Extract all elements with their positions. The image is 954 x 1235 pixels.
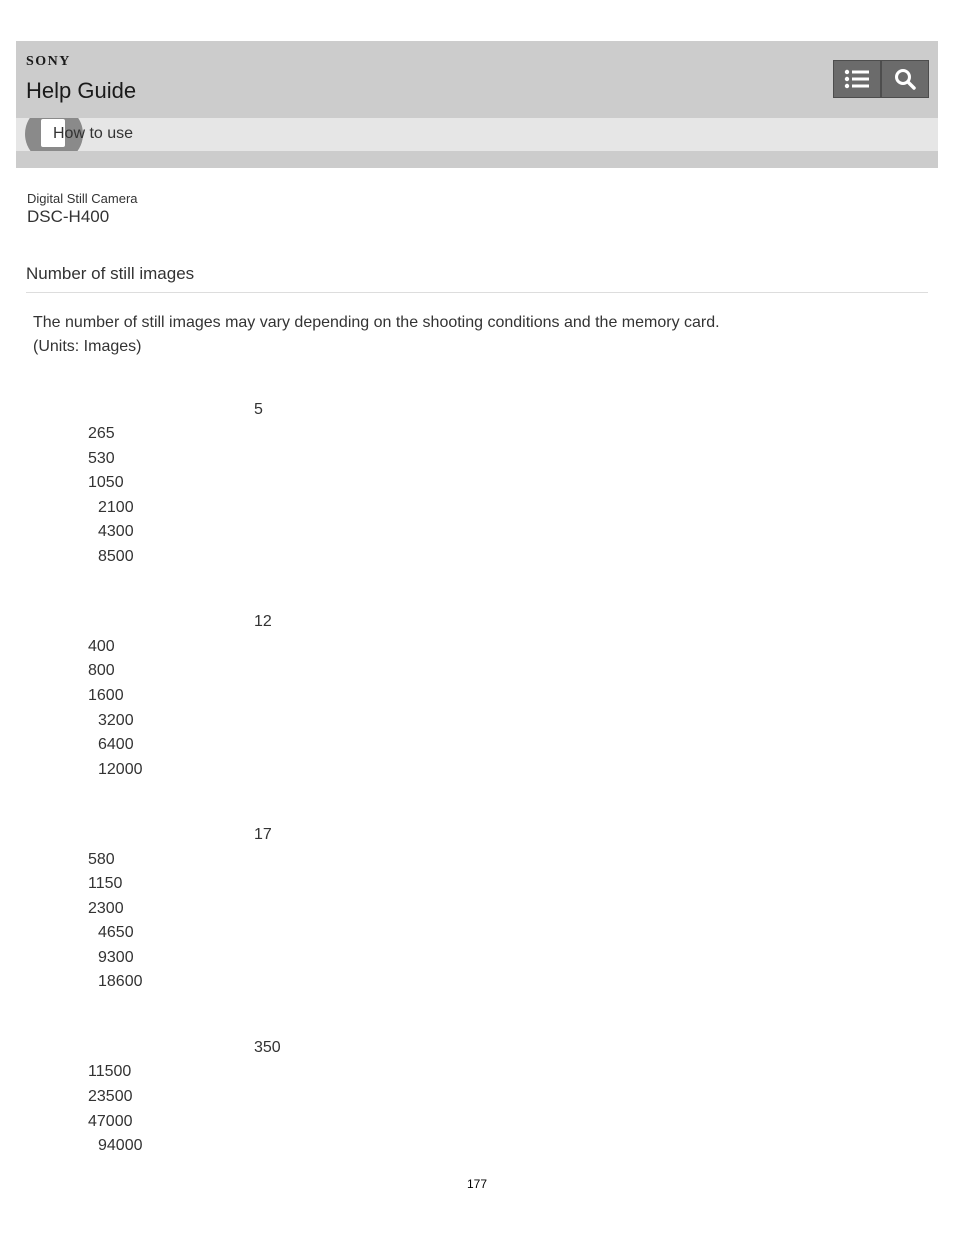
- sony-logo: SONY: [26, 54, 71, 69]
- page-header: [16, 41, 938, 168]
- list-item: 2100: [98, 499, 134, 516]
- list-icon: [844, 68, 870, 90]
- list-item: 1050: [88, 474, 124, 491]
- group-header: 350: [254, 1039, 281, 1056]
- section-bar: [16, 118, 938, 151]
- units-note: (Units: Images): [33, 338, 142, 355]
- group-header: 17: [254, 826, 272, 843]
- product-model: DSC-H400: [27, 207, 110, 226]
- list-item: 18600: [98, 973, 143, 990]
- group-header: 5: [254, 401, 263, 418]
- list-item: 265: [88, 425, 115, 442]
- page-number: 177: [466, 1177, 488, 1191]
- product-category: Digital Still Camera: [27, 191, 138, 206]
- list-item: 12000: [98, 761, 143, 778]
- intro-sentence: The number of still images may vary depending on the shooting conditions and the memory card.: [33, 314, 720, 331]
- list-item: 11500: [88, 1063, 132, 1080]
- page-title: Number of still images: [26, 264, 195, 283]
- group-header: 12: [254, 613, 272, 630]
- list-item: 2300: [88, 900, 124, 917]
- list-item: 4300: [98, 523, 134, 540]
- list-item: 800: [88, 662, 115, 679]
- list-item: 530: [88, 450, 115, 467]
- search-icon: [893, 67, 917, 91]
- list-item: 400: [88, 638, 115, 655]
- list-item: 3200: [98, 712, 134, 729]
- list-item: 9300: [98, 949, 134, 966]
- table-of-contents-button[interactable]: [833, 60, 881, 98]
- list-item: 1150: [88, 875, 123, 892]
- list-item: 4650: [98, 924, 134, 941]
- list-item: 6400: [98, 736, 134, 753]
- list-item: 8500: [98, 548, 134, 565]
- list-item: 94000: [98, 1137, 143, 1154]
- divider: [26, 292, 928, 293]
- list-item: 23500: [88, 1088, 133, 1105]
- search-button[interactable]: [881, 60, 929, 98]
- list-item: 47000: [88, 1113, 133, 1130]
- intro-text: [33, 311, 720, 359]
- list-item: 1600: [88, 687, 124, 704]
- how-to-use-link[interactable]: How to use: [53, 125, 134, 142]
- help-guide-title[interactable]: Help Guide: [26, 78, 137, 103]
- list-item: 580: [88, 851, 115, 868]
